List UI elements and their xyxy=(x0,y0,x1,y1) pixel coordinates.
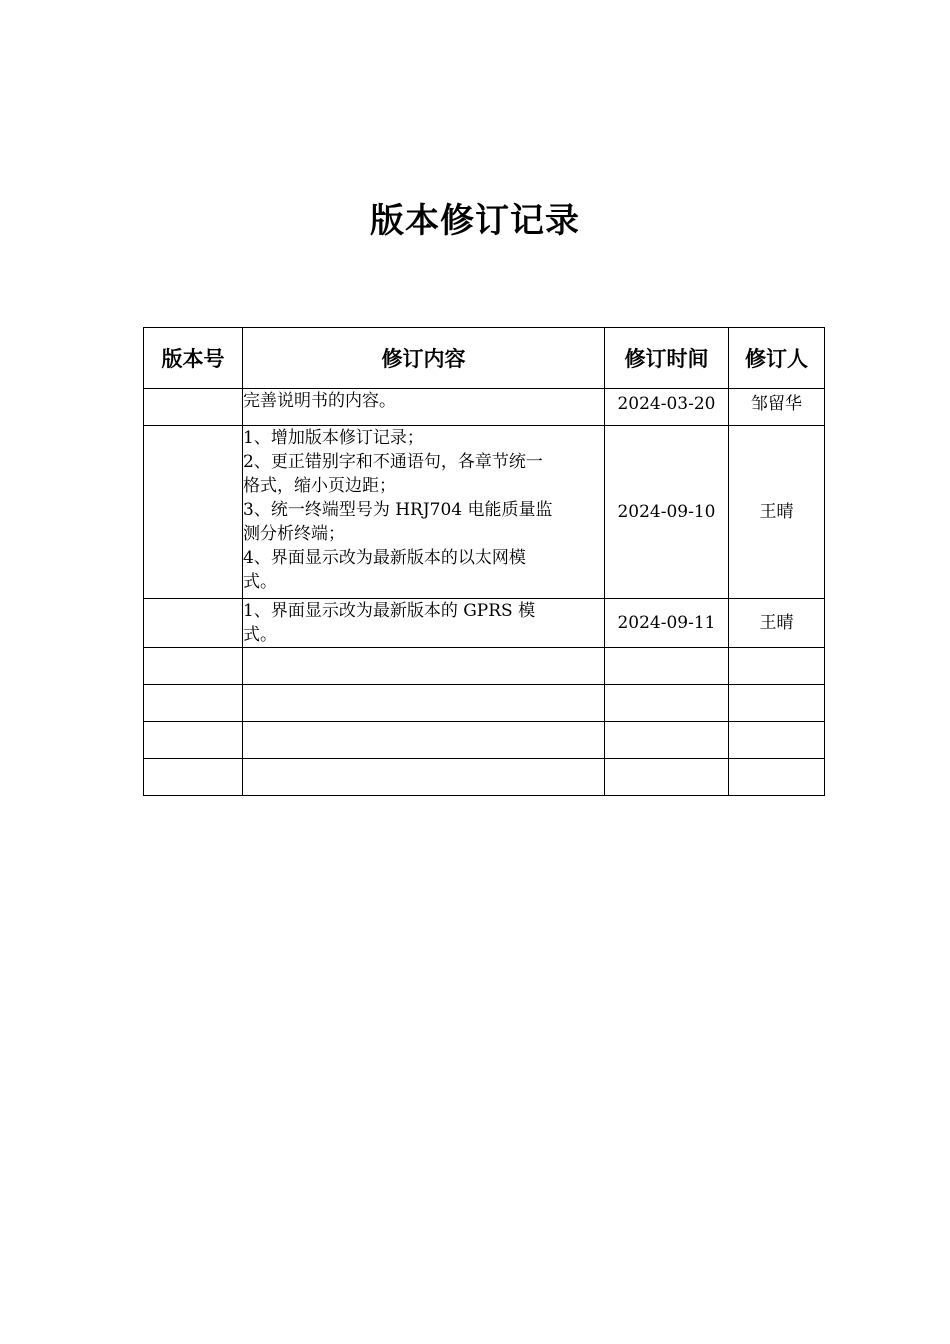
content-line: 测分析终端； xyxy=(243,524,345,544)
table-row-empty xyxy=(144,759,825,796)
version-cell xyxy=(144,426,243,599)
content-cell xyxy=(243,685,605,722)
content-cell xyxy=(243,722,605,759)
table-row xyxy=(144,389,825,426)
header-author: 修订人 xyxy=(729,328,825,389)
table-row xyxy=(144,426,825,599)
date-cell xyxy=(605,722,729,759)
content-cell xyxy=(243,648,605,685)
content-line: 格式，缩小页边距； xyxy=(243,476,396,496)
author-cell: 邹留华 xyxy=(729,389,825,426)
author-cell xyxy=(729,759,825,796)
content-cell xyxy=(243,389,605,426)
author-cell xyxy=(729,648,825,685)
content-line: 式。 xyxy=(243,572,277,592)
content-line: 3、统一终端型号为 HRJ704 电能质量监 xyxy=(243,500,553,520)
version-cell xyxy=(144,648,243,685)
date-cell xyxy=(605,685,729,722)
page-title: 版本修订记录 xyxy=(370,201,580,241)
content-line: 4、界面显示改为最新版本的以太网模 xyxy=(243,548,526,568)
header-date: 修订时间 xyxy=(605,328,729,389)
header-content: 修订内容 xyxy=(243,328,605,389)
author-cell: 王晴 xyxy=(729,426,825,599)
table-row-empty xyxy=(144,685,825,722)
table-header-row xyxy=(144,328,825,389)
version-cell xyxy=(144,599,243,648)
content-line: 1、界面显示改为最新版本的 GPRS 模 xyxy=(243,601,536,621)
content-line: 式。 xyxy=(243,625,277,645)
version-cell xyxy=(144,722,243,759)
author-cell: 王晴 xyxy=(729,599,825,648)
table-row-empty xyxy=(144,648,825,685)
table-row-empty xyxy=(144,722,825,759)
header-version: 版本号 xyxy=(144,328,243,389)
revision-table xyxy=(143,327,825,796)
author-cell xyxy=(729,685,825,722)
version-cell xyxy=(144,685,243,722)
date-cell: 2024-09-10 xyxy=(605,426,729,599)
author-cell xyxy=(729,722,825,759)
version-cell xyxy=(144,389,243,426)
content-cell xyxy=(243,759,605,796)
date-cell: 2024-09-11 xyxy=(605,599,729,648)
table-row xyxy=(144,599,825,648)
version-cell xyxy=(144,759,243,796)
content-line: 2、更正错别字和不通语句，各章节统一 xyxy=(243,452,543,472)
date-cell xyxy=(605,759,729,796)
content-cell xyxy=(243,426,605,599)
content-cell xyxy=(243,599,605,648)
content-line: 完善说明书的内容。 xyxy=(243,391,396,411)
date-cell xyxy=(605,648,729,685)
content-line: 1、增加版本修订记录； xyxy=(243,428,424,448)
date-cell: 2024-03-20 xyxy=(605,389,729,426)
